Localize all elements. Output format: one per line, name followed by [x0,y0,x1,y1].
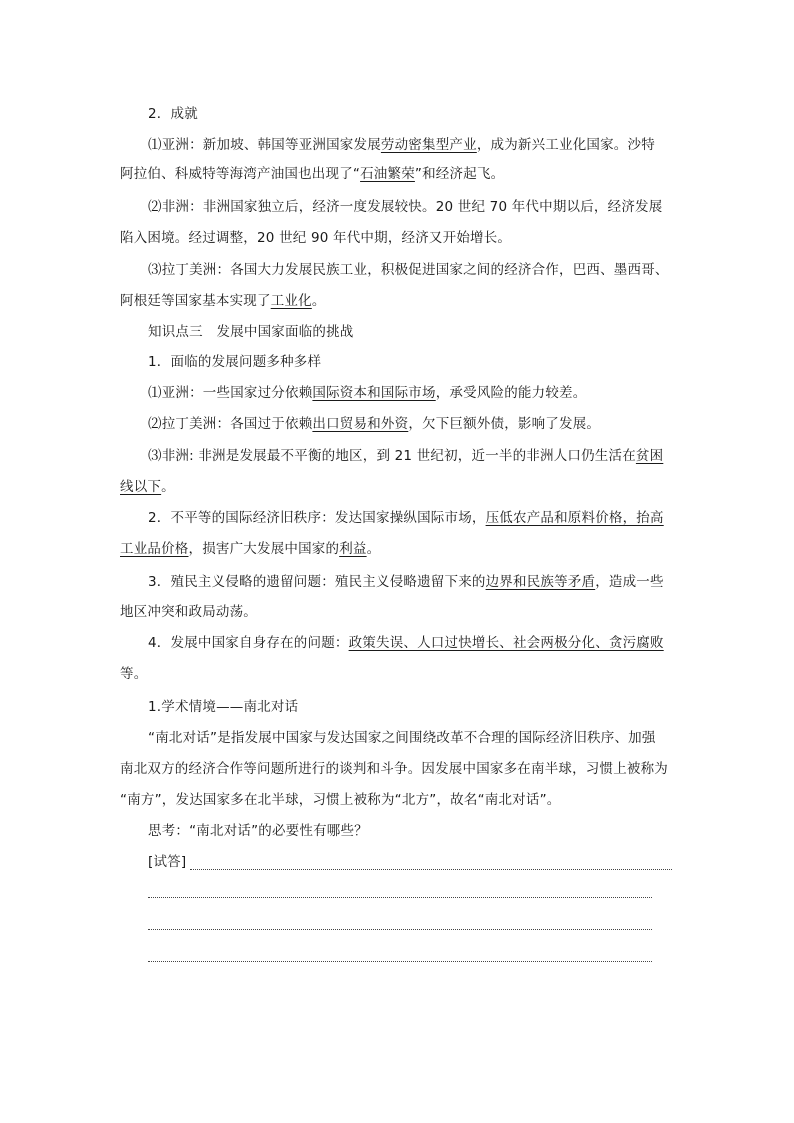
paragraph-latam-problem: ⑵拉丁美洲：各国过于依赖出口贸易和外资，欠下巨额外债，影响了发展。 [148,416,601,432]
section-heading-achievements: 2．成就 [148,106,198,122]
paragraph-internal-problems: 4．发展中国家自身存在的问题：政策失误、人口过快增长、社会两极分化、贪污腐败 [148,635,664,651]
paragraph-colonial-legacy-cont: 地区冲突和政局动荡。 [120,604,257,620]
answer-line-4[interactable] [148,961,652,962]
paragraph-latam-achievement: ⑶拉丁美洲：各国大力发展民族工业，积极促进国家之间的经济合作，巴西、墨西哥、 [148,262,669,278]
paragraph-asia-achievement-cont: 阿拉伯、科威特等海湾产油国也出现了“石油繁荣”和经济起飞。 [120,166,505,182]
paragraph-africa-problem: ⑶非洲: 非洲是发展最不平衡的地区，到 21 世纪初，近一半的非洲人口仍生活在贫困 [148,448,664,464]
scenario-text-line-1: “南北对话”是指发展中国家与发达国家之间围绕改革不合理的国际经济旧秩序、加强 [148,730,656,746]
paragraph-internal-problems-cont: 等。 [120,666,148,682]
answer-line-1[interactable] [190,869,672,870]
paragraph-asia-problem: ⑴亚洲：一些国家过分依赖国际资本和国际市场，承受风险的能力较差。 [148,385,587,401]
paragraph-unequal-order-cont: 工业品价格，损害广大发展中国家的利益。 [120,541,381,557]
paragraph-africa-achievement: ⑵非洲：非洲国家独立后，经济一度发展较快。20 世纪 70 年代中期以后，经济发展 [148,199,663,215]
answer-line-2[interactable] [148,897,652,898]
scenario-text-line-2: 南北双方的经济合作等问题所进行的谈判和斗争。因发展中国家多在南半球，习惯上被称为 [120,761,668,777]
paragraph-latam-achievement-cont: 阿根廷等国家基本实现了工业化。 [120,293,326,309]
scenario-text-line-3: “南方”，发达国家多在北半球，习惯上被称为“北方”，故名“南北对话”。 [120,792,561,808]
paragraph-asia-achievement: ⑴亚洲：新加坡、韩国等亚洲国家发展劳动密集型产业，成为新兴工业化国家。沙特 [148,137,655,153]
paragraph-colonial-legacy: 3．殖民主义侵略的遗留问题：殖民主义侵略遗留下来的边界和民族等矛盾，造成一些 [148,574,664,590]
paragraph-unequal-order: 2．不平等的国际经济旧秩序：发达国家操纵国际市场，压低农产品和原料价格，抬高 [148,510,664,526]
answer-line-3[interactable] [148,929,652,930]
answer-label: [试答] [148,854,187,870]
paragraph-africa-achievement-cont: 陷入困境。经过调整，20 世纪 90 年代中期，经济又开始增长。 [120,230,512,246]
think-question: 思考：“南北对话”的必要性有哪些？ [148,823,368,839]
paragraph-africa-problem-cont: 线以下。 [120,479,175,495]
knowledge-point-heading: 知识点三 发展中国家面临的挑战 [148,324,354,340]
scenario-title: 1.学术情境——南北对话 [148,699,299,715]
subheading-diverse-problems: 1．面临的发展问题多种多样 [148,354,322,370]
